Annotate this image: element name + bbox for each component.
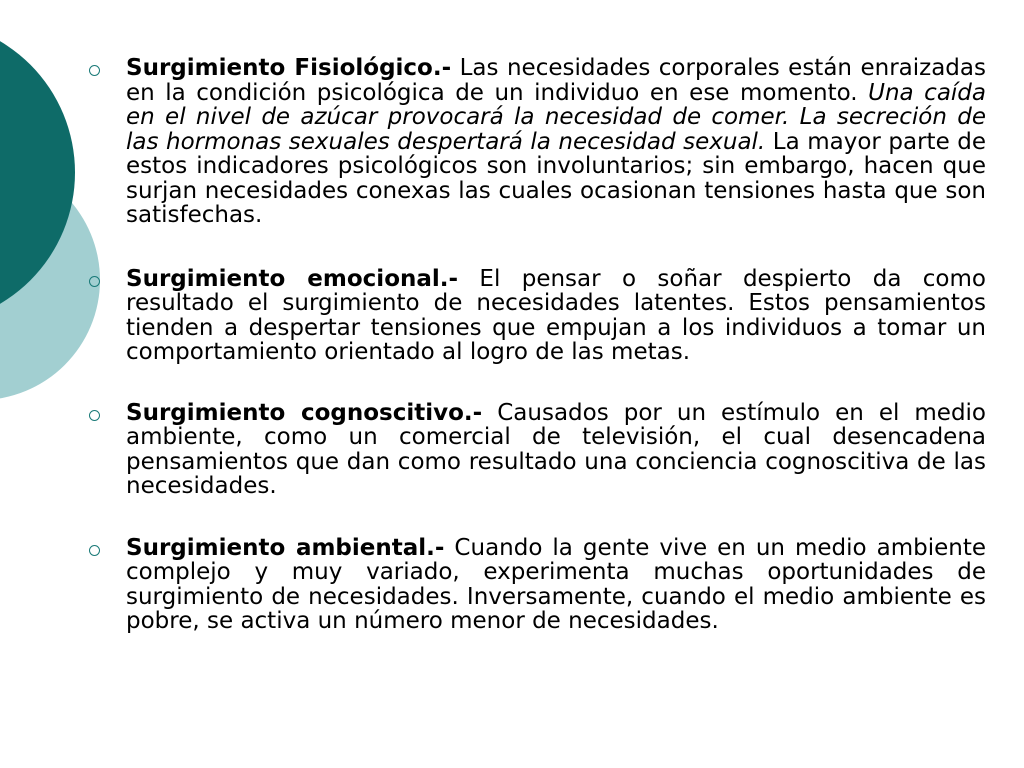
- list-item: [88, 536, 986, 634]
- bullet-heading: Surgimiento emocional.-: [126, 265, 459, 292]
- bullet-italic-text: Una caída en el nivel de azúcar provocará la necesidad de comer. La secreción de las hormonas sexuales despertará la necesidad sexual.: [126, 79, 987, 155]
- bullet-text: Causados por un estímulo en el medio ambiente, como un comercial de televisión, el cual desencadena pensamientos que dan como resultado una conciencia cognoscitiva de las necesidades.: [126, 399, 987, 499]
- list-item: [88, 401, 986, 499]
- bullet-text: Las necesidades corporales están enraizadas en la condición psicológica de un individuo en ese momento.: [126, 55, 986, 106]
- hollow-circle-bullet-icon: [89, 545, 100, 556]
- bullet-heading: Surgimiento Fisiológico.-: [126, 55, 452, 81]
- bullet-text-continued: La mayor parte de estos indicadores psicológicos son involuntarios; sin embargo, hacen que surjan necesidades conexas las cuales ocasionan tensiones hasta que son satisfechas.: [126, 128, 987, 228]
- bullet-paragraph: [126, 56, 986, 228]
- bullet-text: Cuando la gente vive en un medio ambiente complejo y muy variado, experimenta muchas oportunidades de surgimiento de necesidades. Inversamente, cuando el medio ambiente es pobre, se activa un número menor de necesidades.: [126, 534, 986, 634]
- bullet-paragraph: [126, 536, 986, 634]
- hollow-circle-bullet-icon: [89, 410, 100, 421]
- bullet-text: El pensar o soñar despierto da como resultado el surgimiento de necesidades latentes. Estos pensamientos tienden a despertar tensiones que empujan a los individuos a tomar un comportamiento orientado al logro de las metas.: [126, 265, 986, 365]
- bullet-paragraph: [126, 267, 986, 365]
- bullet-heading: Surgimiento cognoscitivo.-: [126, 399, 483, 426]
- bullet-list: [88, 56, 986, 634]
- hollow-circle-bullet-icon: [89, 65, 100, 76]
- list-item: [88, 267, 986, 365]
- bullet-heading: Surgimiento ambiental.-: [126, 534, 445, 561]
- hollow-circle-bullet-icon: [89, 276, 100, 287]
- bullet-paragraph: [126, 401, 986, 499]
- list-item: [88, 56, 986, 228]
